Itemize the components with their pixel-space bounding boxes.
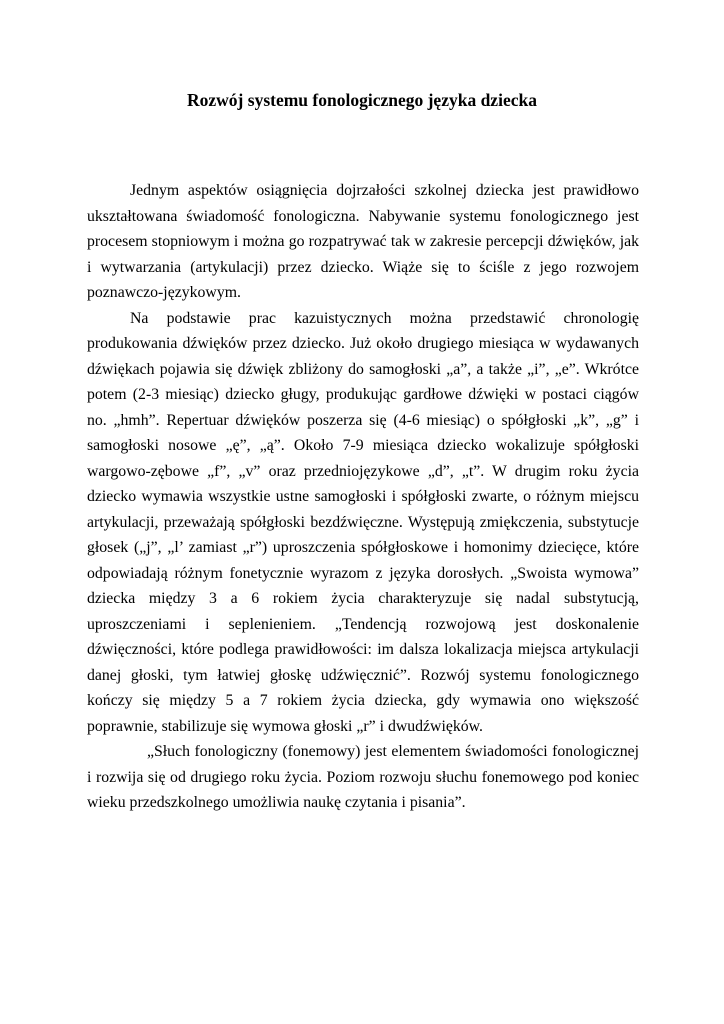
paragraph-phonological-hearing: „Słuch fonologiczny (fonemowy) jest elementem świadomości fonologicznej i rozwija się od drugiego roku życia. Poziom rozwoju słuchu fonemowego pod koniec wieku przedszkolnego umożliwia naukę czytania i pisania”. — [87, 743, 639, 811]
document-body — [87, 178, 639, 816]
paragraph-school-readiness: Jednym aspektów osiągnięcia dojrzałości szkolnej dziecka jest prawidłowo ukształtowana świadomość fonologiczna. Nabywanie systemu fonologicznego jest procesem stopniowym i można go rozpatrywać tak w zakresie percepcji dźwięków, jak i wytwarzania (artykulacji) przez dziecko. Wiąże się to ściśle z jego rozwojem poznawczo-językowym. — [87, 182, 639, 301]
paragraph-sound-chronology: Na podstawie prac kazuistycznych można przedstawić chronologię produkowania dźwięków przez dziecko. Już około drugiego miesiąca w wydawanych dźwiękach pojawia się dźwięk zbliżony do samogłoski „a”, a także „i”, „e”. Wkrótce potem (2-3 miesiąc) dziecko gługy, produkując gardłowe dźwięki w postaci ciągów no. „hmh”. Repertuar dźwięków poszerza się (4-6 miesiąc) o spółgłoski „k”, „g” i samogłoski nosowe „ę”, „ą”. Około 7-9 miesiąca dziecko wokalizuje spółgłoski wargowo-zębowe „f”, „v” oraz przedniojęzykowe „d”, „t”. W drugim roku życia dziecko wymawia wszystkie ustne samogłoski i spółgłoski zwarte, o różnym miejscu artykulacji, przeważają spółgłoski bezdźwięczne. Występują zmiękczenia, substytucje głosek („j”, „l’ zamiast „r”) uproszczenia spółgłoskowe i homonimy dziecięce, które odpowiadają różnym fonetycznie wyrazom z języka dorosłych. „Swoista wymowa” dziecka między 3 a 6 rokiem życia charakteryzuje się nadal substytucją, uproszczeniami i seplenieniem. „Tendencją rozwojową jest doskonalenie dźwięczności, które podlega prawidłowości: im dalsza lokalizacja miejsca artykulacji danej głoski, tym łatwiej głoskę udźwięcznić”. Rozwój systemu fonologicznego kończy się między 5 a 7 rokiem życia dziecka, gdy wymawia ono większość poprawnie, stabilizuje się wymowa głoski „r” i dwudźwięków. — [87, 309, 639, 735]
document-title: Rozwój systemu fonologicznego języka dziecka — [187, 90, 537, 110]
